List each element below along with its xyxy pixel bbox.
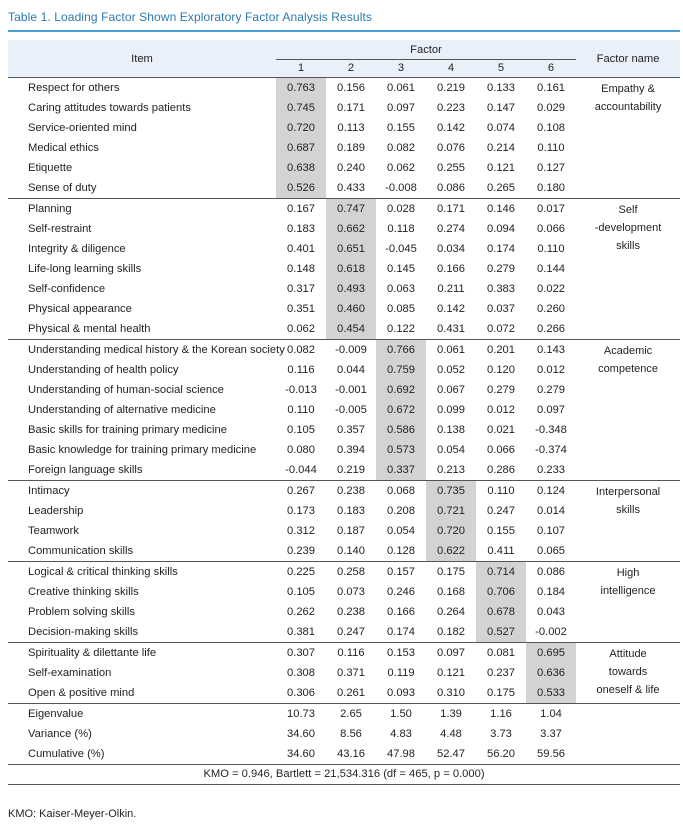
- item-label: Basic skills for training primary medicine: [28, 424, 227, 436]
- loading-value: 0.034: [437, 243, 465, 255]
- loading-value: 0.110: [287, 404, 315, 416]
- stat-row: [8, 744, 680, 765]
- stat-value: 1.04: [526, 704, 576, 725]
- loading-value: 0.133: [476, 78, 526, 99]
- loading-value-highlighted: 0.763: [276, 78, 326, 99]
- stat-value: 2.65: [326, 704, 376, 725]
- factor-name-line: High: [616, 567, 640, 579]
- loading-value: 0.371: [337, 667, 365, 679]
- loading-value: 0.240: [337, 162, 365, 174]
- loading-value-highlighted: 0.622: [426, 541, 476, 562]
- loading-value: 0.021: [487, 424, 515, 436]
- loading-value-highlighted: 0.714: [476, 562, 526, 583]
- item-label: Physical & mental health: [28, 323, 151, 335]
- loading-value: 0.225: [276, 562, 326, 583]
- table-row: [8, 481, 680, 502]
- loading-value: 0.183: [337, 505, 365, 517]
- stat-value: 1.39: [426, 704, 476, 725]
- loading-value: 0.180: [537, 182, 566, 194]
- loading-value-highlighted: 0.533: [526, 683, 576, 704]
- loading-value: 0.065: [537, 545, 566, 557]
- item-label: Open & positive mind: [28, 687, 135, 699]
- table-caption: Table 1. Loading Factor Shown Exploratory Factor Analysis Results: [8, 10, 373, 24]
- factor-name: [576, 643, 680, 704]
- loading-value: 0.279: [537, 384, 566, 396]
- loading-value: 0.017: [526, 199, 576, 220]
- factor-name-line: competence: [598, 363, 658, 375]
- item-label: Self-examination: [28, 667, 112, 679]
- loading-value: 0.182: [437, 626, 465, 638]
- loading-value: 0.110: [476, 481, 526, 502]
- factor-name-line: skills: [616, 240, 640, 252]
- loading-value: 0.153: [376, 643, 426, 664]
- loading-value: 0.307: [276, 643, 326, 664]
- loading-value-highlighted: 0.721: [426, 501, 476, 521]
- loading-value: 0.201: [476, 340, 526, 361]
- loading-value-highlighted: 0.662: [326, 219, 376, 239]
- loading-value: 0.357: [337, 424, 365, 436]
- loading-value: -0.009: [326, 340, 376, 361]
- loading-value: 0.110: [537, 243, 565, 255]
- loading-value: 0.223: [437, 102, 465, 114]
- loading-value: -0.005: [335, 404, 367, 416]
- header-factor-6: 6: [526, 60, 576, 78]
- loading-value: 0.247: [487, 505, 515, 517]
- table-row: [8, 199, 680, 220]
- loading-value: 0.411: [487, 545, 515, 557]
- loading-value: 0.061: [376, 78, 426, 99]
- loading-value: 0.082: [387, 142, 415, 154]
- loading-value: 0.097: [537, 404, 566, 416]
- loading-value-highlighted: 0.586: [376, 420, 426, 440]
- header-factor: Factor: [276, 40, 576, 60]
- loading-value: 0.012: [487, 404, 515, 416]
- loading-value: 0.213: [437, 464, 465, 476]
- loading-value: 0.265: [487, 182, 515, 194]
- loading-value: 0.105: [287, 424, 315, 436]
- loading-value: 0.037: [487, 303, 515, 315]
- loading-value: 0.166: [437, 263, 465, 275]
- loading-value: 0.214: [487, 142, 515, 154]
- loading-value-highlighted: 0.687: [276, 138, 326, 158]
- stat-value: 8.56: [340, 728, 362, 740]
- loading-value: -0.044: [285, 464, 317, 476]
- header-factor-1: 1: [276, 60, 326, 78]
- stat-value: 52.47: [437, 748, 465, 760]
- factor-name-line: Empathy &: [601, 83, 655, 95]
- loading-value-highlighted: 0.527: [476, 622, 526, 643]
- item-label: Respect for others: [8, 78, 276, 99]
- loading-value: 0.062: [287, 323, 315, 335]
- item-label: Leadership: [28, 505, 84, 517]
- loading-value-highlighted: 0.695: [526, 643, 576, 664]
- loading-value-highlighted: 0.526: [276, 178, 326, 199]
- stat-value: 4.83: [390, 728, 412, 740]
- loading-value: 0.119: [387, 667, 415, 679]
- loading-value-highlighted: 0.636: [526, 663, 576, 683]
- loading-value-highlighted: 0.454: [326, 319, 376, 340]
- table-row: [8, 340, 680, 361]
- loading-value: 0.142: [437, 303, 465, 315]
- loading-value-highlighted: 0.460: [326, 299, 376, 319]
- loading-value: 0.173: [287, 505, 315, 517]
- loading-value: 0.116: [326, 643, 376, 664]
- factor-name: [576, 340, 680, 481]
- item-label: Integrity & diligence: [28, 243, 126, 255]
- loading-value: 0.312: [287, 525, 315, 537]
- loading-value-highlighted: 0.573: [376, 440, 426, 460]
- stat-empty-cell: [576, 744, 680, 765]
- loading-value: -0.013: [285, 384, 317, 396]
- loading-value: 0.097: [426, 643, 476, 664]
- kmo-row: [8, 765, 680, 785]
- loading-value-highlighted: 0.651: [326, 239, 376, 259]
- loading-value: 0.260: [537, 303, 566, 315]
- loading-value: 0.146: [476, 199, 526, 220]
- loading-value: -0.374: [535, 444, 567, 456]
- loading-value: 0.266: [537, 323, 566, 335]
- loading-value: 0.074: [487, 122, 515, 134]
- factor-name: [576, 481, 680, 562]
- loading-value: -0.001: [335, 384, 367, 396]
- loading-value: 0.247: [337, 626, 365, 638]
- loading-value: 0.401: [287, 243, 315, 255]
- loading-value: 0.208: [387, 505, 415, 517]
- loading-value: 0.113: [337, 122, 365, 134]
- loading-value: 0.044: [337, 364, 365, 376]
- loading-value: 0.161: [526, 78, 576, 99]
- loading-value: 0.121: [437, 667, 465, 679]
- item-label: Understanding of alternative medicine: [28, 404, 216, 416]
- stat-row: [8, 704, 680, 725]
- factor-table: [8, 40, 680, 785]
- loading-value-highlighted: 0.735: [426, 481, 476, 502]
- loading-value: 0.279: [487, 384, 515, 396]
- loading-value: 0.219: [337, 464, 365, 476]
- loading-value: 0.167: [276, 199, 326, 220]
- loading-value: 0.110: [537, 142, 565, 154]
- item-label: Planning: [8, 199, 276, 220]
- loading-value: 0.085: [387, 303, 415, 315]
- loading-value: 0.233: [537, 464, 566, 476]
- loading-value: 0.073: [337, 586, 365, 598]
- loading-value: 0.144: [537, 263, 566, 275]
- loading-value: 0.310: [437, 687, 465, 699]
- loading-value: 0.120: [487, 364, 515, 376]
- loading-value-highlighted: 0.747: [326, 199, 376, 220]
- loading-value-highlighted: 0.706: [476, 582, 526, 602]
- loading-value: 0.062: [387, 162, 415, 174]
- item-label: Service-oriented mind: [28, 122, 137, 134]
- loading-value: 0.066: [537, 223, 566, 235]
- loading-value: 0.086: [526, 562, 576, 583]
- loading-value: 0.189: [337, 142, 365, 154]
- loading-value: -0.348: [535, 424, 567, 436]
- footnote: KMO: Kaiser-Meyer-Olkin.: [8, 808, 137, 820]
- item-label: Foreign language skills: [28, 464, 143, 476]
- item-label: Understanding of health policy: [28, 364, 179, 376]
- loading-value: 0.022: [537, 283, 566, 295]
- item-label: Self-restraint: [28, 223, 92, 235]
- item-label: Physical appearance: [28, 303, 132, 315]
- stat-value: 56.20: [487, 748, 515, 760]
- loading-value: 0.054: [387, 525, 415, 537]
- stat-value: 4.48: [440, 728, 462, 740]
- loading-value: 0.124: [526, 481, 576, 502]
- loading-value: 0.238: [337, 606, 365, 618]
- loading-value: 0.082: [276, 340, 326, 361]
- loading-value: 0.279: [487, 263, 515, 275]
- factor-name: [576, 199, 680, 340]
- loading-value: 0.061: [426, 340, 476, 361]
- factor-table-container: [8, 40, 680, 785]
- table-header: [8, 40, 680, 78]
- factor-name-line: accountability: [594, 101, 662, 113]
- loading-value: 0.108: [537, 122, 566, 134]
- stat-value: 34.60: [287, 748, 315, 760]
- loading-value: 0.308: [287, 667, 315, 679]
- loading-value: 0.155: [487, 525, 515, 537]
- loading-value-highlighted: 0.678: [476, 602, 526, 622]
- loading-value: 0.171: [337, 102, 365, 114]
- loading-value: 0.157: [376, 562, 426, 583]
- loading-value: 0.286: [487, 464, 515, 476]
- stat-value: 1.16: [476, 704, 526, 725]
- loading-value: 0.262: [287, 606, 315, 618]
- loading-value: 0.080: [287, 444, 315, 456]
- loading-value-highlighted: 0.638: [276, 158, 326, 178]
- loading-value: 0.431: [437, 323, 465, 335]
- loading-value: -0.045: [385, 243, 417, 255]
- loading-value: 0.138: [437, 424, 465, 436]
- stat-value: 3.37: [540, 728, 562, 740]
- header-item: Item: [131, 53, 153, 65]
- item-label: Decision-making skills: [28, 626, 139, 638]
- stat-label: Cumulative (%): [28, 748, 105, 760]
- item-label: Sense of duty: [28, 182, 97, 194]
- stat-value: 59.56: [537, 748, 566, 760]
- stat-value: 10.73: [276, 704, 326, 725]
- loading-value-highlighted: 0.766: [376, 340, 426, 361]
- stat-value: 47.98: [387, 748, 415, 760]
- factor-name-line: intelligence: [600, 585, 656, 597]
- table-row: [8, 78, 680, 99]
- loading-value: 0.127: [537, 162, 566, 174]
- loading-value: 0.187: [337, 525, 365, 537]
- table-row: [8, 643, 680, 664]
- item-label: Teamwork: [28, 525, 79, 537]
- loading-value: 0.093: [387, 687, 415, 699]
- table-row: [8, 562, 680, 583]
- header-factor-4: 4: [426, 60, 476, 78]
- loading-value: 0.166: [387, 606, 415, 618]
- loading-value: 0.433: [337, 182, 365, 194]
- table-body: [8, 78, 680, 785]
- factor-name-line: towards: [608, 666, 648, 678]
- loading-value: 0.238: [326, 481, 376, 502]
- factor-name: [576, 78, 680, 199]
- item-label: Problem solving skills: [28, 606, 135, 618]
- item-label: Medical ethics: [28, 142, 99, 154]
- item-label: Etiquette: [28, 162, 73, 174]
- loading-value: 0.072: [487, 323, 515, 335]
- loading-value: 0.237: [487, 667, 515, 679]
- loading-value: 0.306: [287, 687, 315, 699]
- loading-value-highlighted: 0.745: [276, 98, 326, 118]
- loading-value: 0.183: [287, 223, 315, 235]
- loading-value: 0.168: [437, 586, 465, 598]
- loading-value: 0.255: [437, 162, 465, 174]
- loading-value: 0.052: [437, 364, 465, 376]
- loading-value: 0.097: [387, 102, 415, 114]
- loading-value-highlighted: 0.493: [326, 279, 376, 299]
- loading-value: 0.029: [537, 102, 566, 114]
- loading-value: 0.219: [426, 78, 476, 99]
- loading-value: 0.142: [437, 122, 465, 134]
- item-label: Logical & critical thinking skills: [8, 562, 276, 583]
- item-label: Basic knowledge for training primary medicine: [28, 444, 257, 456]
- loading-value: 0.054: [437, 444, 465, 456]
- loading-value: -0.008: [385, 182, 417, 194]
- stat-value: 43.16: [337, 748, 365, 760]
- loading-value: 0.140: [337, 545, 365, 557]
- factor-name-line: oneself & life: [596, 684, 660, 696]
- loading-value-highlighted: 0.720: [276, 118, 326, 138]
- loading-value: 0.148: [287, 263, 315, 275]
- loading-value: 0.012: [537, 364, 566, 376]
- loading-value: 0.043: [537, 606, 566, 618]
- loading-value: 0.175: [487, 687, 515, 699]
- loading-value: 0.143: [526, 340, 576, 361]
- loading-value: 0.145: [387, 263, 415, 275]
- header-factor-3: 3: [376, 60, 426, 78]
- loading-value: 0.267: [276, 481, 326, 502]
- loading-value: 0.076: [437, 142, 465, 154]
- loading-value: 0.239: [287, 545, 315, 557]
- item-label: Communication skills: [28, 545, 134, 557]
- factor-name: [576, 562, 680, 643]
- loading-value: 0.105: [287, 586, 315, 598]
- item-label: Self-confidence: [28, 283, 106, 295]
- loading-value: 0.121: [487, 162, 515, 174]
- loading-value: 0.174: [387, 626, 415, 638]
- loading-value: 0.261: [337, 687, 365, 699]
- factor-name-line: -development: [594, 222, 662, 234]
- item-label: Caring attitudes towards patients: [28, 102, 191, 114]
- loading-value: 0.147: [487, 102, 515, 114]
- stat-value: 1.50: [376, 704, 426, 725]
- loading-value-highlighted: 0.692: [376, 380, 426, 400]
- loading-value: 0.122: [387, 323, 415, 335]
- loading-value: 0.174: [487, 243, 515, 255]
- loading-value: 0.014: [537, 505, 566, 517]
- loading-value: 0.094: [487, 223, 515, 235]
- stat-value: 34.60: [287, 728, 315, 740]
- loading-value: 0.175: [426, 562, 476, 583]
- loading-value: 0.067: [437, 384, 465, 396]
- loading-value-highlighted: 0.672: [376, 400, 426, 420]
- caption-rule: [8, 30, 680, 32]
- loading-value: 0.156: [326, 78, 376, 99]
- item-label: Understanding of human-social science: [28, 384, 224, 396]
- item-label: Life-long learning skills: [28, 263, 142, 275]
- loading-value: -0.002: [535, 626, 567, 638]
- factor-name-line: skills: [616, 504, 640, 516]
- header-factor-2: 2: [326, 60, 376, 78]
- item-label: Spirituality & dilettante life: [8, 643, 276, 664]
- loading-value: 0.081: [476, 643, 526, 664]
- loading-value: 0.028: [376, 199, 426, 220]
- stat-label: Eigenvalue: [8, 704, 276, 725]
- loading-value-highlighted: 0.618: [326, 259, 376, 279]
- loading-value: 0.068: [376, 481, 426, 502]
- stat-empty-cell: [576, 724, 680, 744]
- stat-row: [8, 724, 680, 744]
- loading-value: 0.317: [287, 283, 315, 295]
- header-factor-5: 5: [476, 60, 526, 78]
- kmo-bartlett-text: KMO = 0.946, Bartlett = 21,534.316 (df = 465, p = 0.000): [8, 765, 680, 785]
- header-factor-name: Factor name: [596, 53, 660, 65]
- loading-value: 0.118: [387, 223, 415, 235]
- loading-value: 0.246: [387, 586, 415, 598]
- stat-value: 3.73: [490, 728, 512, 740]
- loading-value: 0.351: [287, 303, 315, 315]
- item-label: Understanding medical history & the Korean society: [8, 340, 276, 361]
- loading-value-highlighted: 0.759: [376, 360, 426, 380]
- loading-value: 0.171: [426, 199, 476, 220]
- loading-value: 0.381: [287, 626, 315, 638]
- loading-value: 0.155: [387, 122, 415, 134]
- loading-value: 0.211: [437, 283, 465, 295]
- loading-value: 0.394: [337, 444, 365, 456]
- loading-value: 0.086: [437, 182, 465, 194]
- loading-value-highlighted: 0.337: [376, 460, 426, 481]
- loading-value: 0.099: [437, 404, 465, 416]
- loading-value: 0.116: [287, 364, 315, 376]
- factor-name-line: Interpersonal: [595, 486, 661, 498]
- loading-value: 0.066: [487, 444, 515, 456]
- factor-name-line: Attitude: [609, 648, 647, 660]
- loading-value: 0.128: [387, 545, 415, 557]
- loading-value-highlighted: 0.720: [426, 521, 476, 541]
- stat-label: Variance (%): [28, 728, 92, 740]
- loading-value: 0.063: [387, 283, 415, 295]
- loading-value: 0.184: [537, 586, 566, 598]
- loading-value: 0.383: [487, 283, 515, 295]
- stat-empty-cell: [576, 704, 680, 725]
- loading-value: 0.107: [537, 525, 566, 537]
- loading-value: 0.264: [437, 606, 465, 618]
- item-label: Intimacy: [8, 481, 276, 502]
- item-label: Creative thinking skills: [28, 586, 139, 598]
- factor-name-line: Self: [618, 204, 638, 216]
- loading-value: 0.274: [437, 223, 465, 235]
- loading-value: 0.258: [326, 562, 376, 583]
- factor-name-line: Academic: [603, 345, 653, 357]
